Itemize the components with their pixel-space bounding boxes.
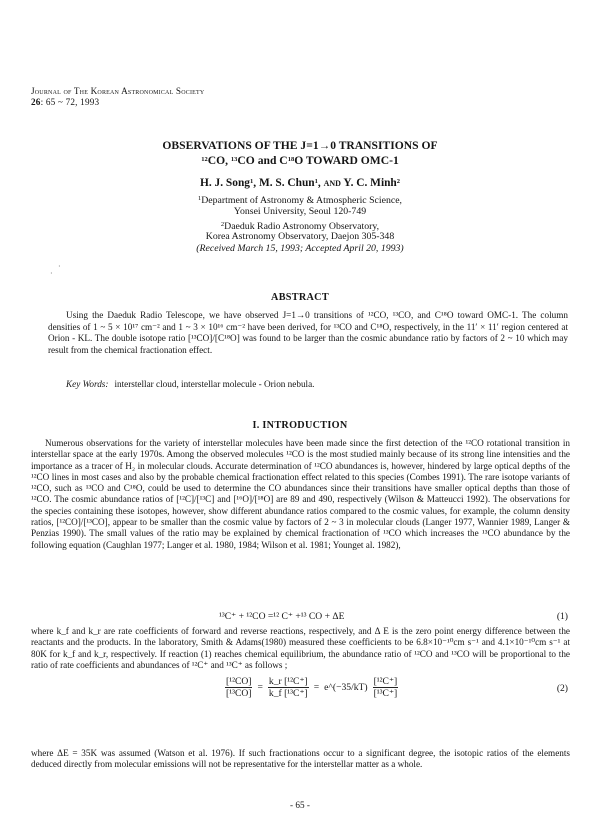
keywords-text: interstellar cloud, interstellar molecule - Orion nebula. — [114, 379, 315, 389]
journal-citation — [31, 86, 204, 107]
equation-1-body: ¹³C⁺ + ¹²CO =¹² C⁺ +¹³ CO + ΔE — [219, 611, 345, 622]
journal-volume-pages: 26: 65 ~ 72, 1993 — [31, 96, 100, 107]
equation-1-number: (1) — [556, 611, 568, 622]
author-song: H. J. Song — [199, 177, 250, 189]
abstract-heading: ABSTRACT — [271, 292, 329, 303]
affiliation-1: $^1$Department of Astronomy & Atmospheric Science, — [197, 195, 403, 206]
fraction-co-ratio: $\frac{\text{[¹²CO]}}{\text{[¹³CO]}}$ — [226, 676, 252, 699]
keywords — [66, 379, 314, 389]
journal-name: Journal of The Korean Astronomical Society — [31, 86, 205, 96]
affiliation-1-address: Yonsei University, Seoul 120-749 — [233, 206, 367, 217]
scan-speck: · — [58, 262, 61, 271]
received-dates: (Received March 15, 1993; Accepted April 20, 1993) — [196, 243, 404, 254]
paper-title-line-2: $^{12}$CO, $^{13}$CO and $C^{18}O$ TOWARD OMC-1 — [201, 154, 399, 167]
introduction-heading: I. INTRODUCTION — [252, 420, 348, 431]
intro-paragraph-2: where k_f and k_r are rate coefficients of forward and reverse reactions, respectively, and Δ E is the zero point energy difference between the reactants and the products. In the laboratory, Smith & Adams(1980) measured these coefficients to be 6.8×10⁻¹⁰cm s⁻¹ and 4.1×10⁻¹⁰cm s⁻¹ at 80K for k_f and k_r, respectively. If reaction (1) reaches chemical equilibrium, the abundance ratio of ¹²CO and ¹³CO will be proportional to the ratio of rate coefficients and abundances of ¹²C⁺ and ¹³C⁺ as follows ; — [31, 626, 570, 670]
equation-2: $\frac{\text{[¹²CO]}}{\text{[¹³CO]}}$ = $\frac{\text{k\_r [¹²C⁺]}}{\text{k\_f [¹³C⁺]}}$ = e^(−35/kT) $\frac{\text{[¹²C⁺]}}{\text{[¹³C⁺]}}$ (2) — [226, 676, 568, 699]
fraction-cplus-ratio: $\frac{\text{[¹²C⁺]}}{\text{[¹³C⁺]}}$ — [373, 676, 398, 699]
author-chun: M. S. Chun — [258, 177, 315, 189]
affiliation-2-address: Korea Astronomy Observatory, Daejon 305-348 — [205, 231, 395, 242]
author-minh: Y. C. Minh — [343, 177, 397, 189]
fraction-rate-ratio: $\frac{\text{k\_r [¹²C⁺]}}{\text{k\_f [¹³C⁺]}}$ — [268, 676, 308, 699]
intro-paragraph-3: where ΔE = 35K was assumed (Watson et al. 1976). If such fractionations occur to a significant degree, the isotopic ratios of the elements deduced directly from molecular emissions will not be representative for the interstellar matter as a whole. — [31, 748, 570, 770]
equation-2-number: (2) — [556, 683, 568, 694]
exponential-term: e^(−35/kT) — [324, 682, 368, 693]
intro-paragraph-1: Numerous observations for the variety of interstellar molecules have been made since the first detection of the ¹²CO rotational transition in interstellar space at the early 1970s. Among the observed molecules ¹²CO is the most studied mainly because of its strong line intensities and the importance as a tracer of H₂ in molecular clouds. Accurate determination of ¹²CO abundances is, however, hindered by large optical depths of the ¹²CO lines in most cases and also by the probable chemical fractionation effect related to this species (Combes 1991). The rare isotope variants of ¹²CO, such as ¹³CO and C¹⁸O, could be used to determine the CO abundances since their transitions have smaller optical depths than those of ¹²CO. The cosmic abundance ratios of [¹²C]/[¹³C] and [¹⁶O]/[¹⁸O] are 89 and 490, respectively (Wilson & Matteucci 1992). The observations for the species containing these isotopes, however, show different abundance ratios compared to the cosmic values, for example, the column density ratios, [¹²CO]/[¹³CO], appear to be smaller than the cosmic value by factors of 2 ~ 3 in molecular clouds (Langer 1977, Wannier 1989, Langer & Penzias 1990). The small values of the ratio may be explained by chemical fractionation of ¹³CO which increases the ¹³CO abundance by the following equation (Caughlan 1977; Langer et al. 1980, 1984; Wilson et al. 1981; Younget al. 1982), — [31, 438, 570, 550]
page-number: - 65 - — [290, 800, 310, 810]
abstract-text: Using the Daeduk Radio Telescope, we have observed J=1→0 transitions of ¹²CO, ¹³CO, and C¹⁸O toward OMC-1. The column densities of 1 ~ 5 × 10¹⁷ cm⁻² and 1 ~ 3 × 10¹⁶ cm⁻² have been derived, for ¹³CO and C¹⁸O, respectively, in the 11′ × 11′ region centered at Orion - KL. The double isotope ratio [¹³CO]/[C¹⁸O] was found to be larger than the cosmic abundance ratio by factors of 2 ~ 10 which may result from the chemical fractionation effect. — [48, 310, 568, 355]
author-list: H. J. Song$^1$, M. S. Chun$^1$, and Y. C. Minh$^2$ — [199, 177, 401, 189]
affiliation-2: $^2$Daeduk Radio Astronomy Observatory, — [220, 221, 380, 232]
scan-speck: · — [50, 269, 53, 278]
keywords-label: Key Words: — [66, 379, 109, 389]
paper-title-line-1: OBSERVATIONS OF THE J=1→0 TRANSITIONS OF — [162, 139, 438, 152]
